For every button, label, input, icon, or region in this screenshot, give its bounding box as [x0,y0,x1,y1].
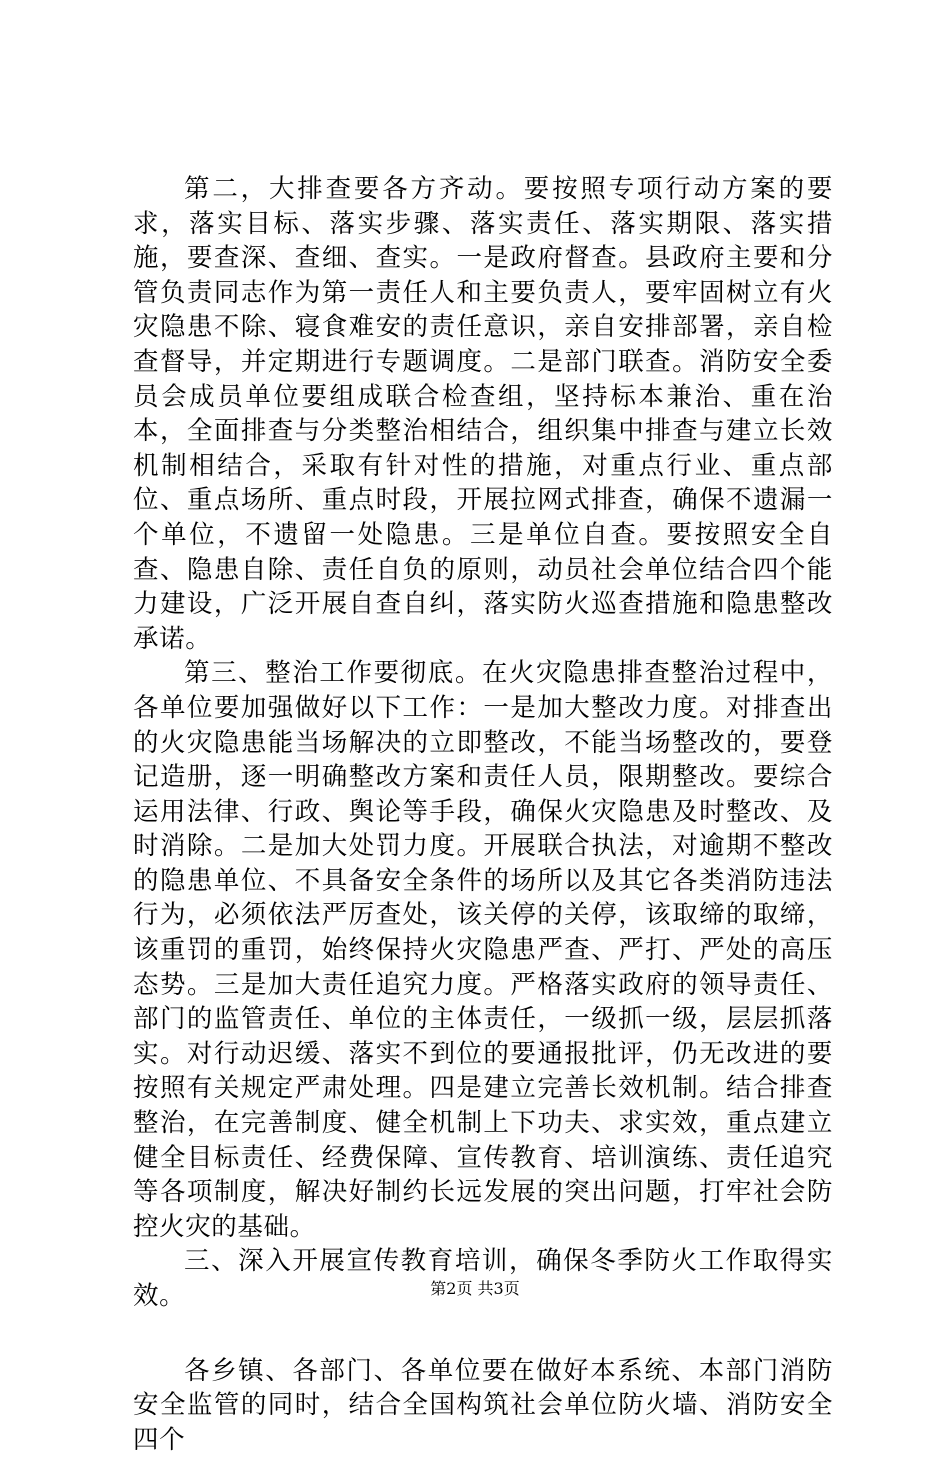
document-body [133,172,833,1457]
paragraph-third-rectification: 第三、整治工作要彻底。在火灾隐患排查整治过程中，各单位要加强做好以下工作：一是加大整改力度。对排查出的火灾隐患能当场解决的立即整改，不能当场整改的，要登记造册，逐一明确整改方案和责任人员，限期整改。要综合运用法律、行政、舆论等手段，确保火灾隐患及时整改、及时消除。二是加大处罚力度。开展联合执法，对逾期不整改的隐患单位、不具备安全条件的场所以及其它各类消防违法行为，必须依法严厉查处，该关停的关停，该取缔的取缔，该重罚的重罚，始终保持火灾隐患严查、严打、严处的高压态势。三是加大责任追究力度。严格落实政府的领导责任、部门的监管责任、单位的主体责任，一级抓一级，层层抓落实。对行动迟缓、落实不到位的要通报批评，仍无改进的要按照有关规定严肃处理。四是建立完善长效机制。结合排查整治，在完善制度、健全机制上下功夫、求实效，重点建立健全目标责任、经费保障、宣传教育、培训演练、责任追究等各项制度，解决好制约长远发展的突出问题，打牢社会防控火灾的基础。 [133,658,833,1242]
paragraph-gap [133,1314,833,1354]
page-footer: 第2页 共3页 [430,1279,520,1298]
section-heading-three: 三、深入开展宣传教育培训，确保冬季防火工作取得实效。 [133,1246,833,1311]
paragraph-departments: 各乡镇、各部门、各单位要在做好本系统、本部门消防安全监管的同时，结合全国构筑社会单位防火墙、消防安全四个 [133,1355,833,1455]
paragraph-second-inspection: 第二，大排查要各方齐动。要按照专项行动方案的要求，落实目标、落实步骤、落实责任、落实期限、落实措施，要查深、查细、查实。一是政府督查。县政府主要和分管负责同志作为第一责任人和主要负责人，要牢固树立有火灾隐患不除、寝食难安的责任意识，亲自安排部署，亲自检查督导，并定期进行专题调度。二是部门联查。消防安全委员会成员单位要组成联合检查组，坚持标本兼治、重在治本，全面排查与分类整治相结合，组织集中排查与建立长效机制相结合，采取有针对性的措施，对重点行业、重点部位、重点场所、重点时段，开展拉网式排查，确保不遗漏一个单位，不遗留一处隐患。三是单位自查。要按照安全自查、隐患自除、责任自负的原则，动员社会单位结合四个能力建设，广泛开展自查自纠，落实防火巡查措施和隐患整改承诺。 [133,174,833,654]
